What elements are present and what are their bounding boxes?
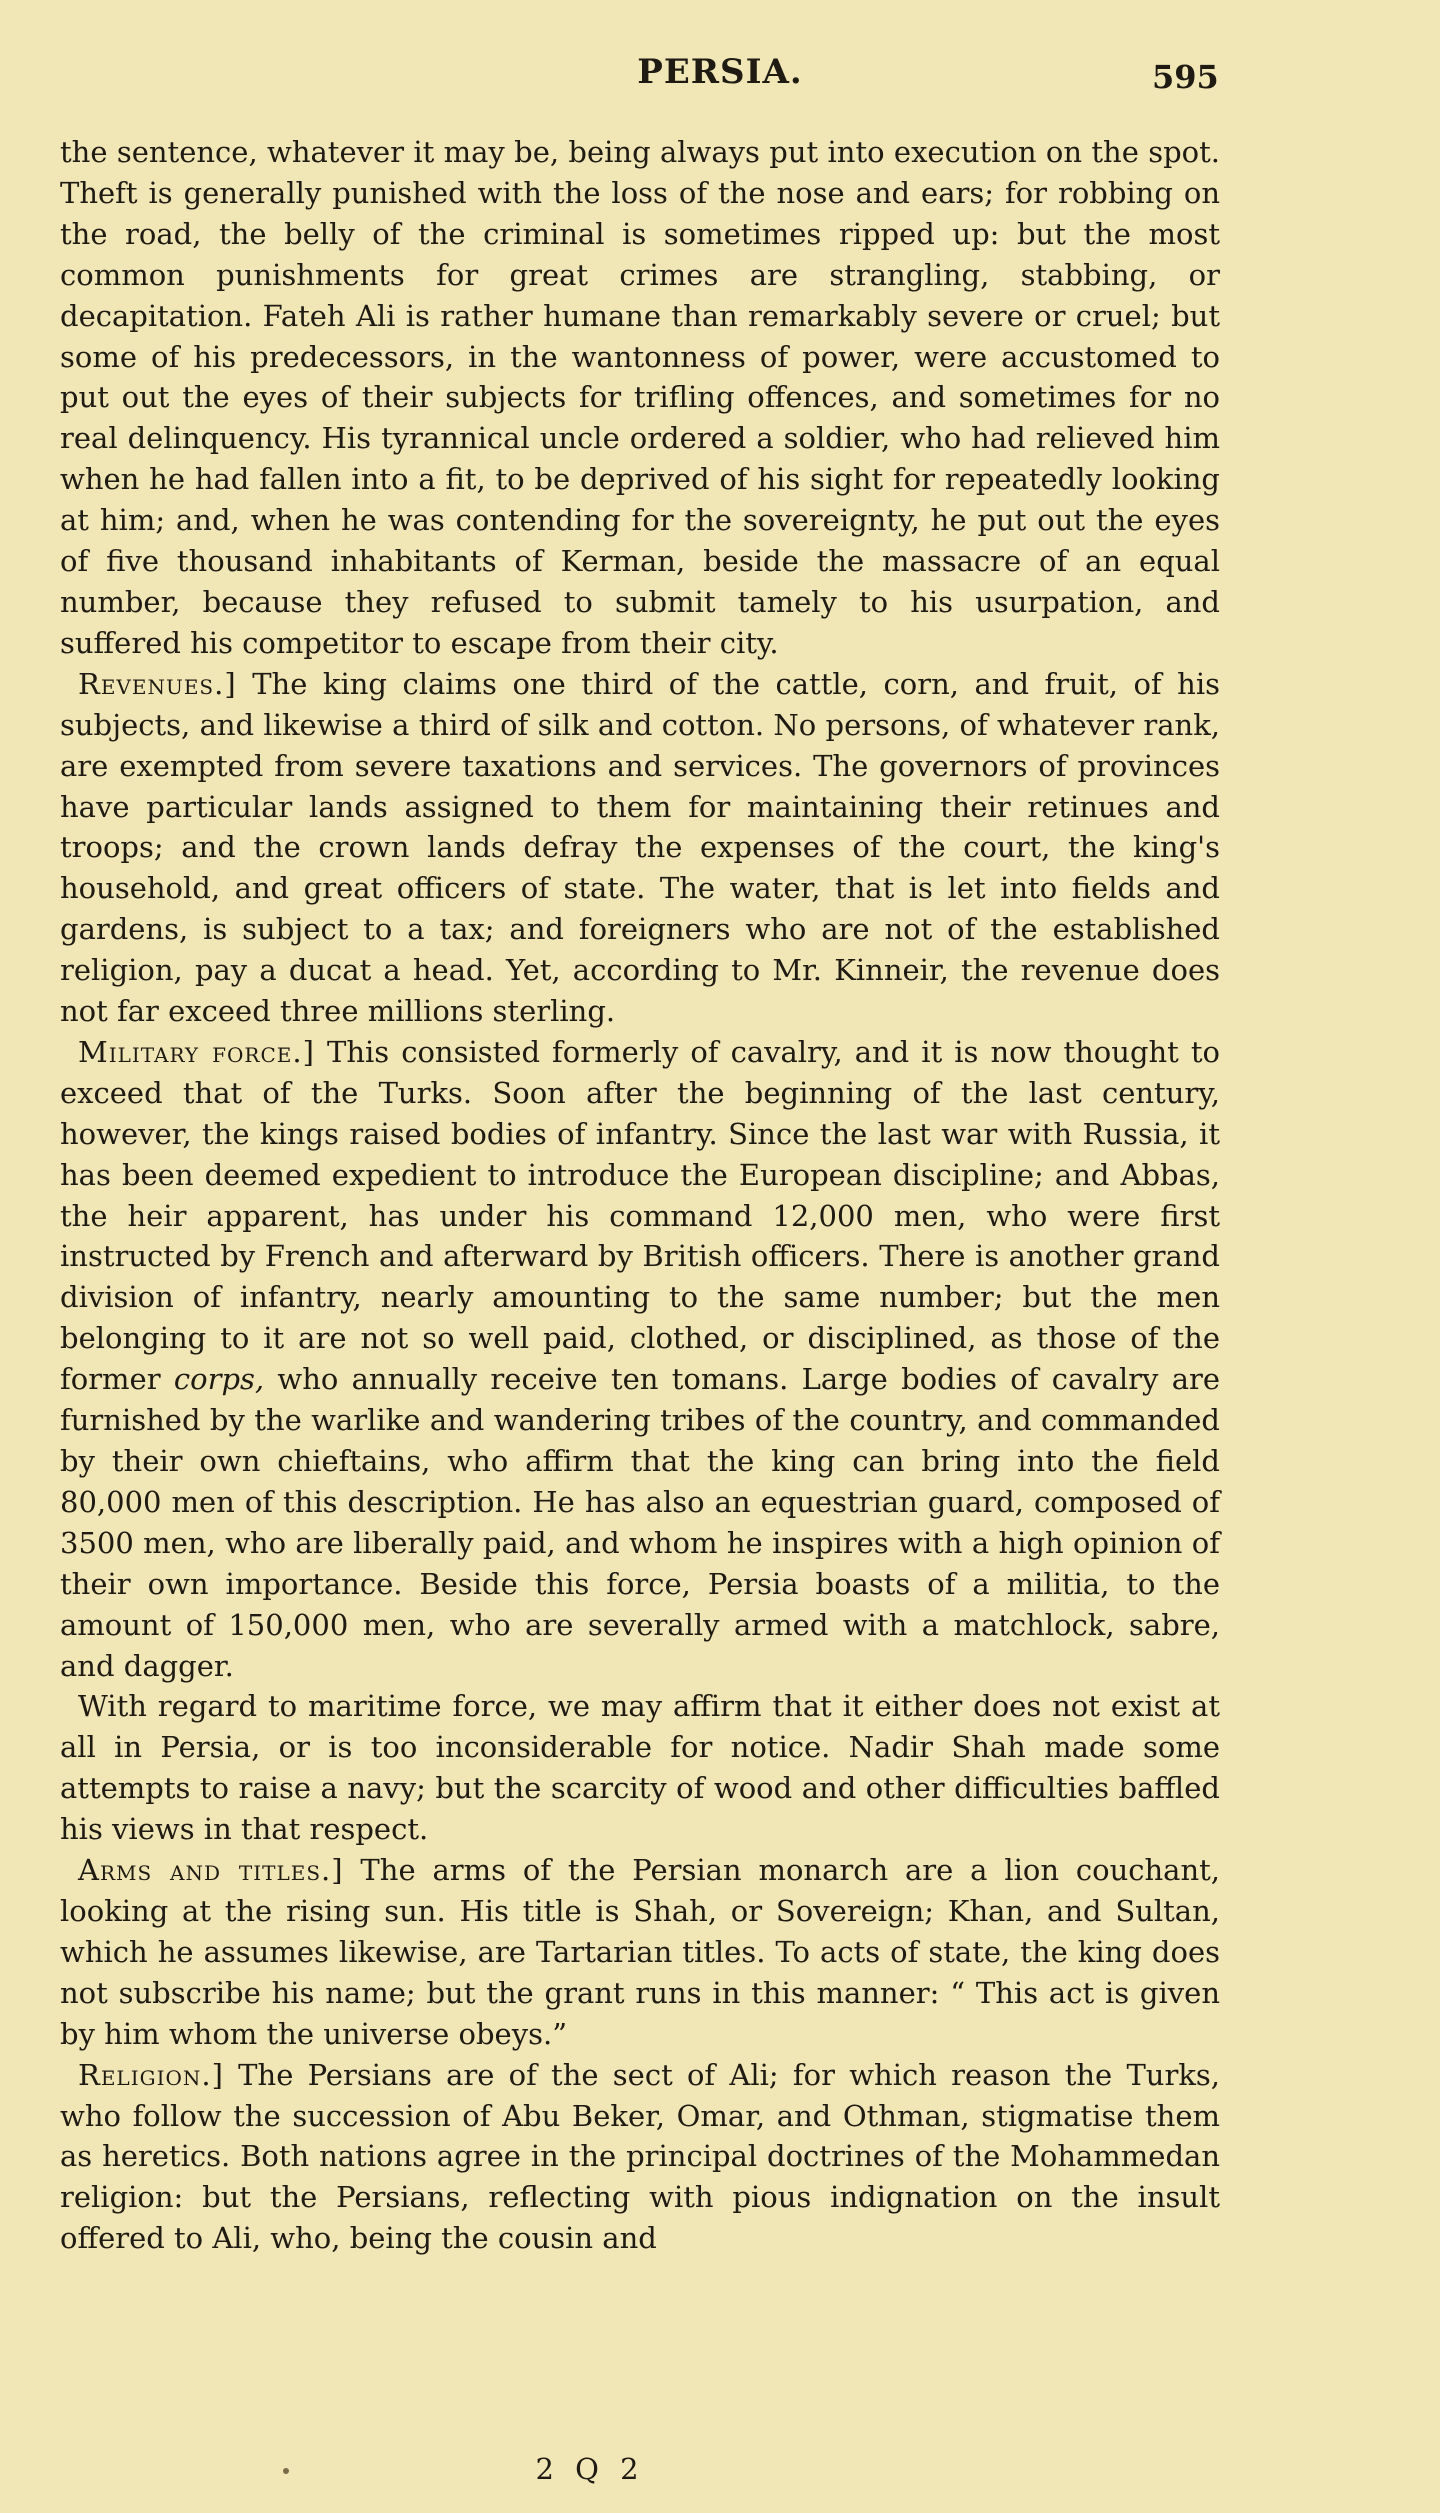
paragraph-punishments xyxy=(60,132,1220,664)
paragraph-revenues xyxy=(60,664,1220,1032)
section-heading: Arms and titles.] xyxy=(78,1853,344,1888)
printer-signature-mark: 2 Q 2 xyxy=(535,2452,645,2486)
section-heading: Religion.] xyxy=(78,2057,224,2092)
paragraph-text: who annually receive ten tomans. Large bodies of cavalry are furnished by the warlike and wandering tribes of the country, and commanded by their own chieftains, who affirm that the king can bring into the field 80,000 men of this description. He has also an equestrian guard, composed of 3500 men, who are liberally paid, and whom he inspires with a high opinion of their own importance. Beside this force, Persia boasts of a militia, to the amount of 150,000 men, who are severally armed with a matchlock, sabre, and dagger. xyxy=(60,1362,1221,1683)
paragraph-maritime-force xyxy=(60,1686,1220,1850)
body-text xyxy=(60,132,1220,2259)
paragraph-religion xyxy=(60,2055,1220,2260)
paragraph-text: The king claims one third of the cattle, corn, and fruit, of his subjects, and likewise a third of silk and cotton. No persons, of whatever rank, are exempted from severe taxations and services. The governors of provinces have particular lands assigned to them for maintaining their retinues and troops; and the crown lands defray the expenses of the court, the king's household, and great officers of state. The water, that is let into fields and gardens, is subject to a tax; and foreigners who are not of the established religion, pay a ducat a head. Yet, according to Mr. Kinneir, the revenue does not far exceed three millions sterling. xyxy=(60,666,1220,1029)
italic-term: corps, xyxy=(173,1362,265,1397)
paragraph-arms-and-titles xyxy=(60,1850,1220,2055)
section-heading: Military force.] xyxy=(78,1034,315,1069)
paragraph-military-force xyxy=(60,1032,1220,1687)
paragraph-text: The arms of the Persian monarch are a lion couchant, looking at the rising sun. His title is Shah, or Sovereign; Khan, and Sultan, which he assumes likewise, are Tartarian titles. To acts of state, the king does not subscribe his name; but the grant runs in this manner: “ This act is given by him whom the universe obeys.” xyxy=(60,1853,1220,2051)
paragraph-text: The Persians are of the sect of Ali; for which reason the Turks, who follow the succession of Abu Beker, Omar, and Othman, stigmatise them as heretics. Both nations agree in the principal doctrines of the Mohammedan religion: but the Persians, reflecting with pious indignation on the insult offered to Ali, who, being the cousin and xyxy=(60,2057,1221,2256)
paragraph-text: With regard to maritime force, we may affirm that it either does not exist at all in Persia, or is too inconsiderable for notice. Nadir Shah made some attempts to raise a navy; but the scarcity of wood and other difficulties baffled his views in that respect. xyxy=(60,1689,1220,1847)
paragraph-text: the sentence, whatever it may be, being always put into execution on the spot. Theft is generally punished with the loss of the nose and ears; for robbing on the road, the belly of the criminal is sometimes ripped up: but the most common punishments for great crimes are strangling, stabbing, or decapitation. Fateh Ali is rather humane than remarkably severe or cruel; but some of his predecessors, in the wantonness of power, were accustomed to put out the eyes of their subjects for trifling offences, and sometimes for no real delinquency. His tyrannical uncle ordered a soldier, who had relieved him when he had fallen into a fit, to be deprived of his sight for repeatedly looking at him; and, when he was contending for the sovereignty, he put out the eyes of five thousand inhabitants of Kerman, beside the massacre of an equal number, because they refused to submit tamely to his usurpation, and suffered his competitor to escape from their city. xyxy=(60,135,1220,660)
page-number: 595 xyxy=(1152,58,1219,96)
section-heading: Revenues.] xyxy=(78,666,237,701)
paragraph-text: This consisted formerly of cavalry, and it is now thought to exceed that of the Turks. Soon after the beginning of the last century, however, the kings raised bodies of infantry. Since the last war with Russia, it has been deemed expedient to introduce the European discipline; and Abbas, the heir apparent, has under his command 12,000 men, who were first instructed by French and afterward by British officers. There is another grand division of infantry, nearly amounting to the same number; but the men belonging to it are not so well paid, clothed, or disciplined, as those of the former xyxy=(60,1034,1220,1397)
running-head-title: PERSIA. xyxy=(637,52,803,92)
